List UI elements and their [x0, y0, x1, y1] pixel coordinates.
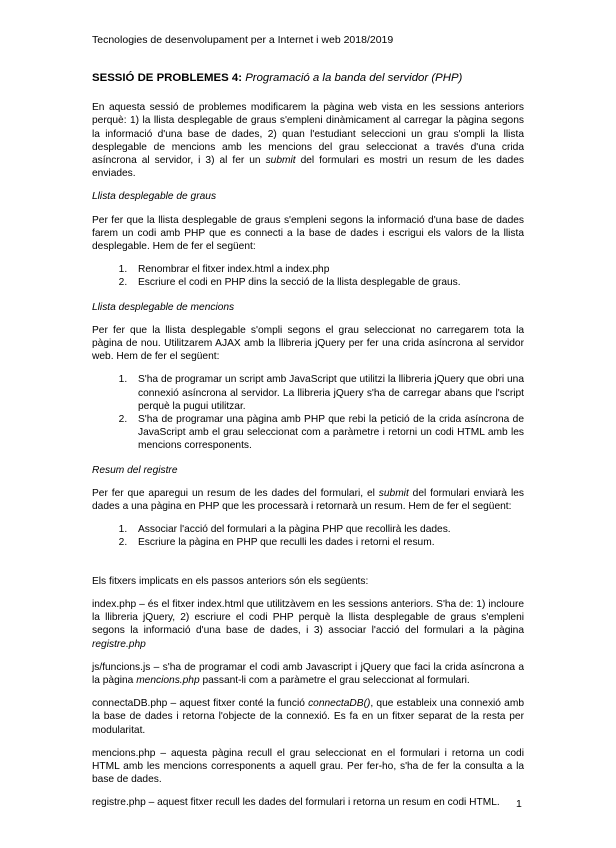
file-registre: registre.php – aquest fitxer recull les dades del formulari i retorna un resum en codi HTML. — [92, 797, 500, 809]
page-header: Tecnologies de desenvolupament per a Internet i web 2018/2019 — [92, 34, 394, 46]
list-item: 2. S'ha de programar una pàgina amb PHP que rebi la petició de la crida asíncrona de JavaScript amb el grau seleccionat com a paràmetre i retorni un codi HTML amb les mencions corresponents. — [130, 413, 524, 453]
list-item: 1. Renombrar el fitxer index.html a index.php — [130, 263, 524, 276]
page-title — [92, 72, 524, 85]
list-item: 2. Escriure la pàgina en PHP que reculli les dades i retorni el resum. — [130, 536, 524, 549]
intro-paragraph: En aquesta sessió de problemes modificarem la pàgina web vista en les sessions anteriors perquè: 1) la llista desplegable de graus s'empleni dinàmicament al carregar la pàgina segons la informació d'una base de dades, 2) quan l'estudiant seleccioni un grau s'ompli la llista desplegable de mencions amb les mencions del grau seleccionat a través d'una crida asíncrona al servidor, i 3) al fer un submit del formulari es mostri un resum de les dades enviades. — [92, 102, 524, 180]
title-bold: SESSIÓ DE PROBLEMES 4: — [92, 72, 243, 84]
file-funcions: js/funcions.js – s'ha de programar el codi amb Javascript i jQuery que faci la crida asíncrona a la pàgina mencions.php passant-li com a paràmetre el grau seleccionat al formulari. — [92, 661, 524, 686]
section-registre-text: Per fer que aparegui un resum de les dades del formulari, el submit del formulari enviarà les dades a una pàgina en PHP que les processarà i retornarà un resum. Hem de fer el següent: — [92, 487, 524, 513]
section-graus-text: Per fer que la llista desplegable de graus s'empleni segons la informació d'una base de dades farem un codi amb PHP que es connecti a la base de dades i escrigui els valors de la llista desplegable. Hem de fer el següent: — [92, 214, 524, 253]
page-number: 1 — [516, 798, 522, 810]
section-mencions-text: Per fer que la llista desplegable s'ompli segons el grau seleccionat no carregarem tota la pàgina de nou. Utilitzarem AJAX amb la llibreria jQuery per fer una crida asíncrona al servidor web. Hem de fer el següent: — [92, 324, 524, 363]
section-heading-registre: Resum del registre — [92, 464, 178, 476]
list-item: 1. Associar l'acció del formulari a la pàgina PHP que recollirà les dades. — [130, 523, 524, 536]
file-connecta: connectaDB.php – aquest fitxer conté la funció connectaDB(), que estableix una connexió amb la base de dades i retorna l'objecte de la connexió. Es fa en un fitxer separat de la resta per modularitat. — [92, 698, 524, 736]
file-mencions: mencions.php – aquesta pàgina recull el grau seleccionat en el formulari i retorna un codi HTML amb les mencions corresponents a aquell grau. Per fer-ho, s'ha de fer la consulta a la base de dades. — [92, 747, 524, 786]
section-graus-list — [92, 263, 524, 289]
file-index: index.php – és el fitxer index.html que utilitzàvem en les sessions anteriors. S'ha de: 1) incloure la llibreria jQuery, 2) escriure el codi PHP perquè la llista desplegable de graus s'empleni segons la informació d'una base de dades, i 3) associar l'acció del formulari a la pàgina registre.php — [92, 598, 524, 650]
title-italic: Programació a la banda del servidor (PHP) — [245, 72, 463, 84]
list-item: 2. Escriure el codi en PHP dins la secció de la llista desplegable de graus. — [130, 276, 524, 289]
files-intro: Els fitxers implicats en els passos anteriors són els següents: — [92, 575, 369, 587]
section-heading-graus: Llista desplegable de graus — [92, 191, 217, 203]
section-heading-mencions: Llista desplegable de mencions — [92, 301, 235, 313]
document-body — [92, 72, 524, 820]
section-mencions-list — [92, 373, 524, 452]
section-registre-list — [92, 523, 524, 549]
list-item: 1. S'ha de programar un script amb JavaScript que utilitzi la llibreria jQuery que obri una connexió asíncrona al servidor. La llibreria jQuery s'ha de carregar abans que l'script perquè la pugui utilitzar. — [130, 373, 524, 413]
